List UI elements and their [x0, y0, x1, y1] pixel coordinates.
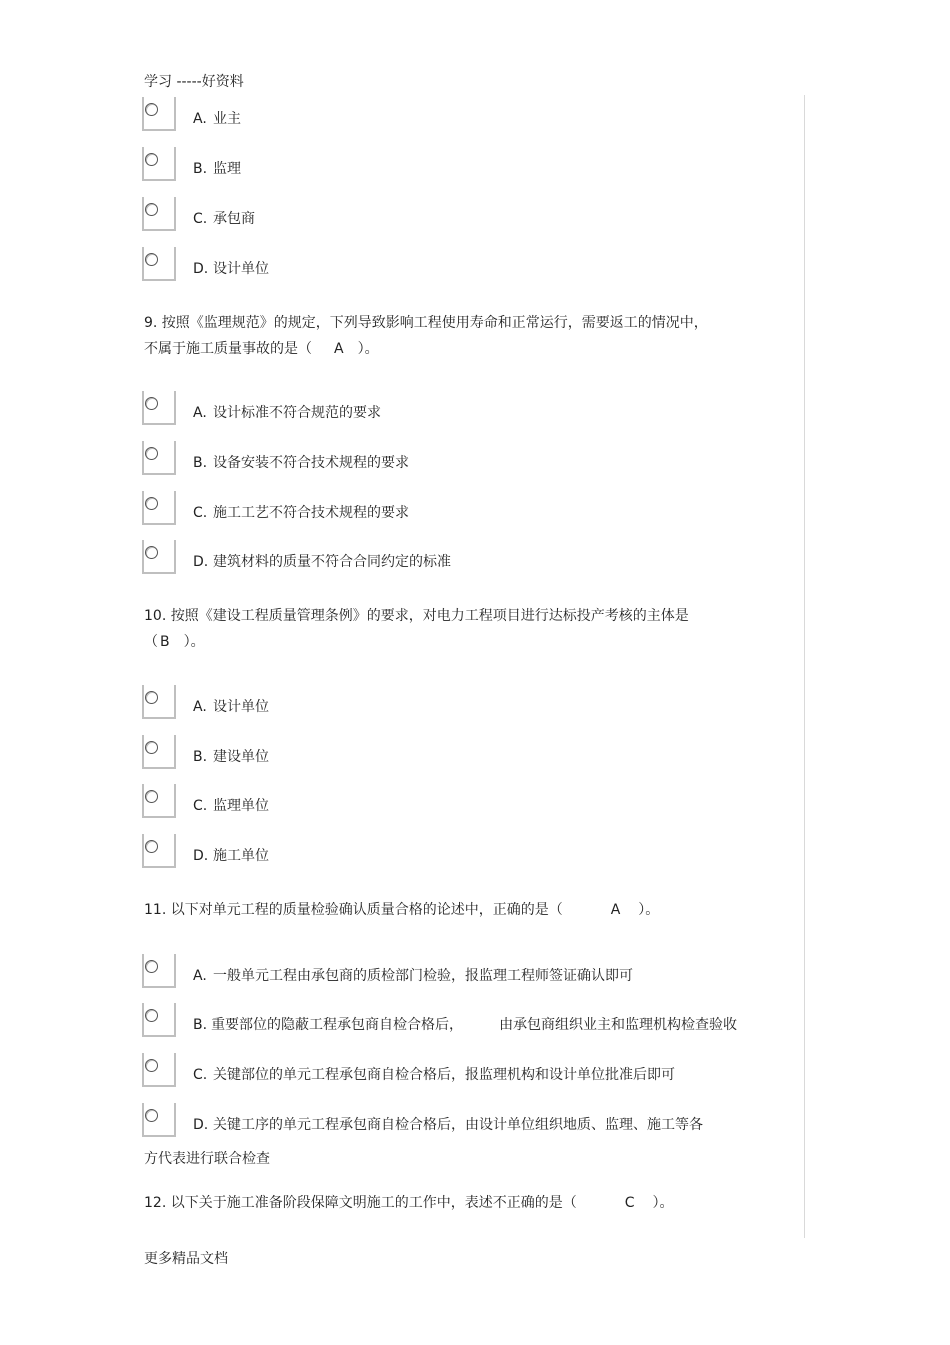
q9-option-b[interactable]: B. 设备安装不符合技术规程的要求 [142, 441, 782, 475]
q11-option-d[interactable]: D. 关键工序的单元工程承包商自检合格后，由设计单位组织地质、监理、施工等各 [142, 1103, 782, 1137]
page-header: 学习 -----好资料 [144, 74, 244, 90]
radio-icon[interactable] [142, 491, 176, 525]
margin-rule [804, 95, 805, 1238]
q8-option-d[interactable]: D. 设计单位 [142, 247, 782, 281]
radio-icon[interactable] [142, 441, 176, 475]
q11-option-a[interactable]: A. 一般单元工程由承包商的质检部门检验，报监理工程师签证确认即可 [142, 954, 782, 988]
radio-icon[interactable] [142, 197, 176, 231]
answer-11: A [610, 902, 621, 918]
q8-option-a[interactable]: A. 业主 [142, 97, 782, 131]
radio-icon[interactable] [142, 247, 176, 281]
radio-icon[interactable] [142, 954, 176, 988]
radio-icon[interactable] [142, 97, 176, 131]
answer-9: A [334, 341, 344, 357]
q9-option-a[interactable]: A. 设计标准不符合规范的要求 [142, 391, 782, 425]
radio-icon[interactable] [142, 540, 176, 574]
q9-option-c[interactable]: C. 施工工艺不符合技术规程的要求 [142, 491, 782, 525]
q8-option-b[interactable]: B. 监理 [142, 147, 782, 181]
question-9: 9. 按照《监理规范》的规定，下列导致影响工程使用寿命和正常运行，需要返工的情况中， 不属于施工质量事故的是（ A ）。 [144, 310, 708, 362]
radio-icon[interactable] [142, 1053, 176, 1087]
q8-option-c[interactable]: C. 承包商 [142, 197, 782, 231]
q11-option-c[interactable]: C. 关键部位的单元工程承包商自检合格后，报监理机构和设计单位批准后即可 [142, 1053, 782, 1087]
q10-option-d[interactable]: D. 施工单位 [142, 834, 782, 868]
radio-icon[interactable] [142, 685, 176, 719]
radio-icon[interactable] [142, 784, 176, 818]
q10-option-c[interactable]: C. 监理单位 [142, 784, 782, 818]
radio-icon[interactable] [142, 391, 176, 425]
q10-option-b[interactable]: B. 建设单位 [142, 735, 782, 769]
radio-icon[interactable] [142, 1003, 176, 1037]
q11-option-b[interactable]: B. 重要部位的隐蔽工程承包商自检合格后， 由承包商组织业主和监理机构检查验收 [142, 1003, 782, 1037]
radio-icon[interactable] [142, 147, 176, 181]
question-11: 11. 以下对单元工程的质量检验确认质量合格的论述中，正确的是（ A ）。 [144, 897, 659, 923]
page-footer: 更多精品文档 [144, 1251, 228, 1267]
question-10: 10. 按照《建设工程质量管理条例》的要求，对电力工程项目进行达标投产考核的主体是 （ B ）。 [144, 603, 689, 655]
question-12: 12. 以下关于施工准备阶段保障文明施工的工作中，表述不正确的是（ C ）。 [144, 1190, 674, 1216]
radio-icon[interactable] [142, 1103, 176, 1137]
answer-12: C [624, 1195, 635, 1211]
radio-icon[interactable] [142, 834, 176, 868]
answer-10: B [160, 634, 170, 650]
q11-option-d-continuation: 方代表进行联合检查 [144, 1151, 270, 1167]
q9-option-d[interactable]: D. 建筑材料的质量不符合合同约定的标准 [142, 540, 782, 574]
q10-option-a[interactable]: A. 设计单位 [142, 685, 782, 719]
radio-icon[interactable] [142, 735, 176, 769]
